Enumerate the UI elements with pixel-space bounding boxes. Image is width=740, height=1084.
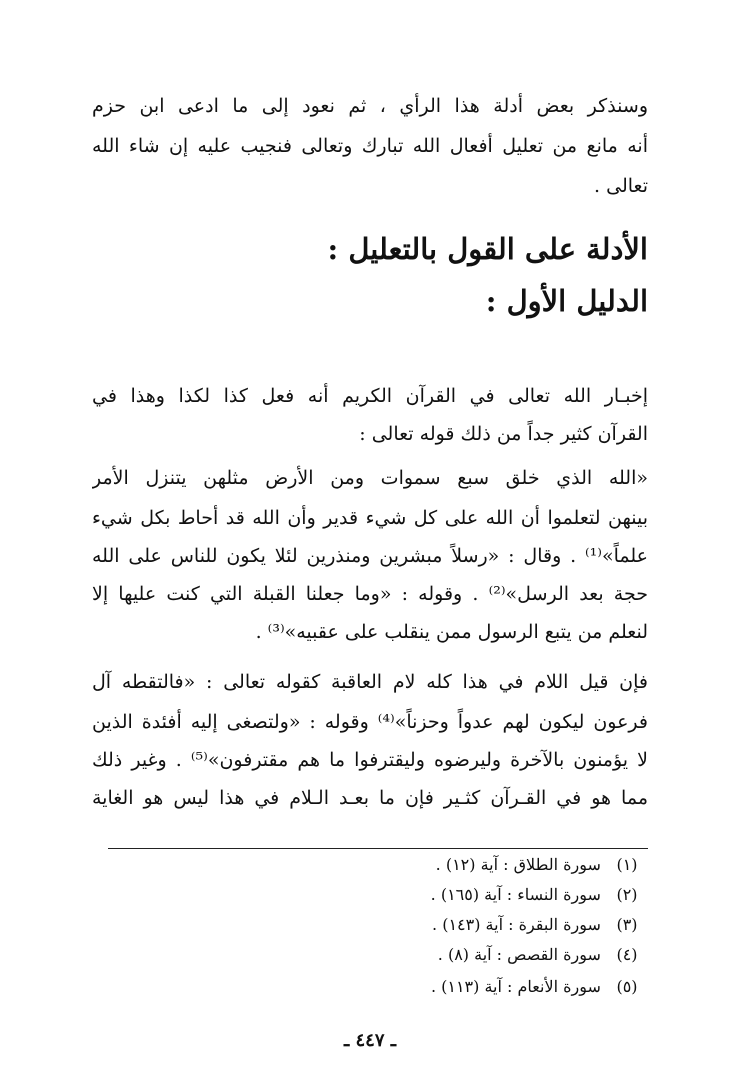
intro-line-3: تعالى . [594, 175, 648, 197]
footnote-text: سورة القصص : آية (٨) . [437, 945, 601, 964]
footnote-number: (٤) [616, 945, 638, 964]
footnote-text: سورة البقرة : آية (١٤٣) . [432, 915, 601, 934]
paragraph3-line-3: لا يؤمنون بالآخرة وليرضوه وليقترفوا ما هم مقترفون»⁽⁵⁾ . وغير ذلك [92, 749, 648, 771]
footnote-text: سورة الطلاق : آية (١٢) . [435, 855, 601, 874]
footnote-number: (١) [616, 855, 638, 874]
footnote-item [148, 972, 648, 1002]
intro-line-2: أنه مانع من تعليل أفعال الله تبارك وتعالى فنجيب عليه إن شاء الله [92, 135, 648, 157]
footnote-number: (٢) [616, 885, 638, 904]
footnote-text: سورة النساء : آية (١٦٥) . [430, 885, 601, 904]
subsection-heading: الدليل الأول : [485, 284, 648, 318]
paragraph3-line-4: مما هو في القـرآن كثـير فإن ما بعـد الـلام في هذا ليس هو الغاية [92, 787, 648, 809]
intro-line-1: وسنذكر بعض أدلة هذا الرأي ، ثم نعود إلى ما ادعى ابن حزم [92, 95, 648, 117]
paragraph1-line-2: القرآن كثير جداً من ذلك قوله تعالى : [359, 423, 648, 445]
footnote-divider [108, 848, 648, 849]
paragraph2-line-5: لنعلم من يتبع الرسول ممن ينقلب على عقبيه»⁽³⁾ . [255, 621, 648, 643]
footnote-item [148, 880, 648, 910]
paragraph2-line-4: حجة بعد الرسل»⁽²⁾ . وقوله : «وما جعلنا القبلة التي كنت عليها إلا [92, 583, 648, 605]
footnote-text: سورة الأنعام : آية (١١٣) . [430, 977, 601, 996]
paragraph2-line-2: بينهن لتعلموا أن الله على كل شيء قدير وأن الله قد أحاط بكل شيء [92, 507, 648, 529]
paragraph3-line-2: فرعون ليكون لهم عدواً وحزناً»⁽⁴⁾ وقوله : «ولتصغى إليه أفئدة الذين [92, 711, 648, 733]
paragraph1-line-1: إخبـار الله تعالى في القرآن الكريم أنه فعل كذا لكذا وهذا في [92, 385, 648, 407]
paragraph2-line-3: علماً»⁽¹⁾ . وقال : «رسلاً مبشرين ومنذرين لئلا يكون للناس على الله [92, 545, 648, 567]
footnote-item [148, 910, 648, 940]
footnote-item [148, 850, 648, 880]
section-heading: الأدلة على القول بالتعليل : [327, 232, 648, 266]
footnote-item [148, 940, 648, 970]
footnote-number: (٣) [616, 915, 638, 934]
page-number: ـ ٤٤٧ ـ [343, 1030, 397, 1051]
footnote-number: (٥) [616, 977, 638, 996]
paragraph2-line-1: «الله الذي خلق سبع سموات ومن الأرض مثلهن يتنزل الأمر [92, 467, 648, 489]
paragraph3-line-1: فإن قيل اللام في هذا كله لام العاقبة كقوله تعالى : «فالتقطه آل [92, 671, 648, 693]
